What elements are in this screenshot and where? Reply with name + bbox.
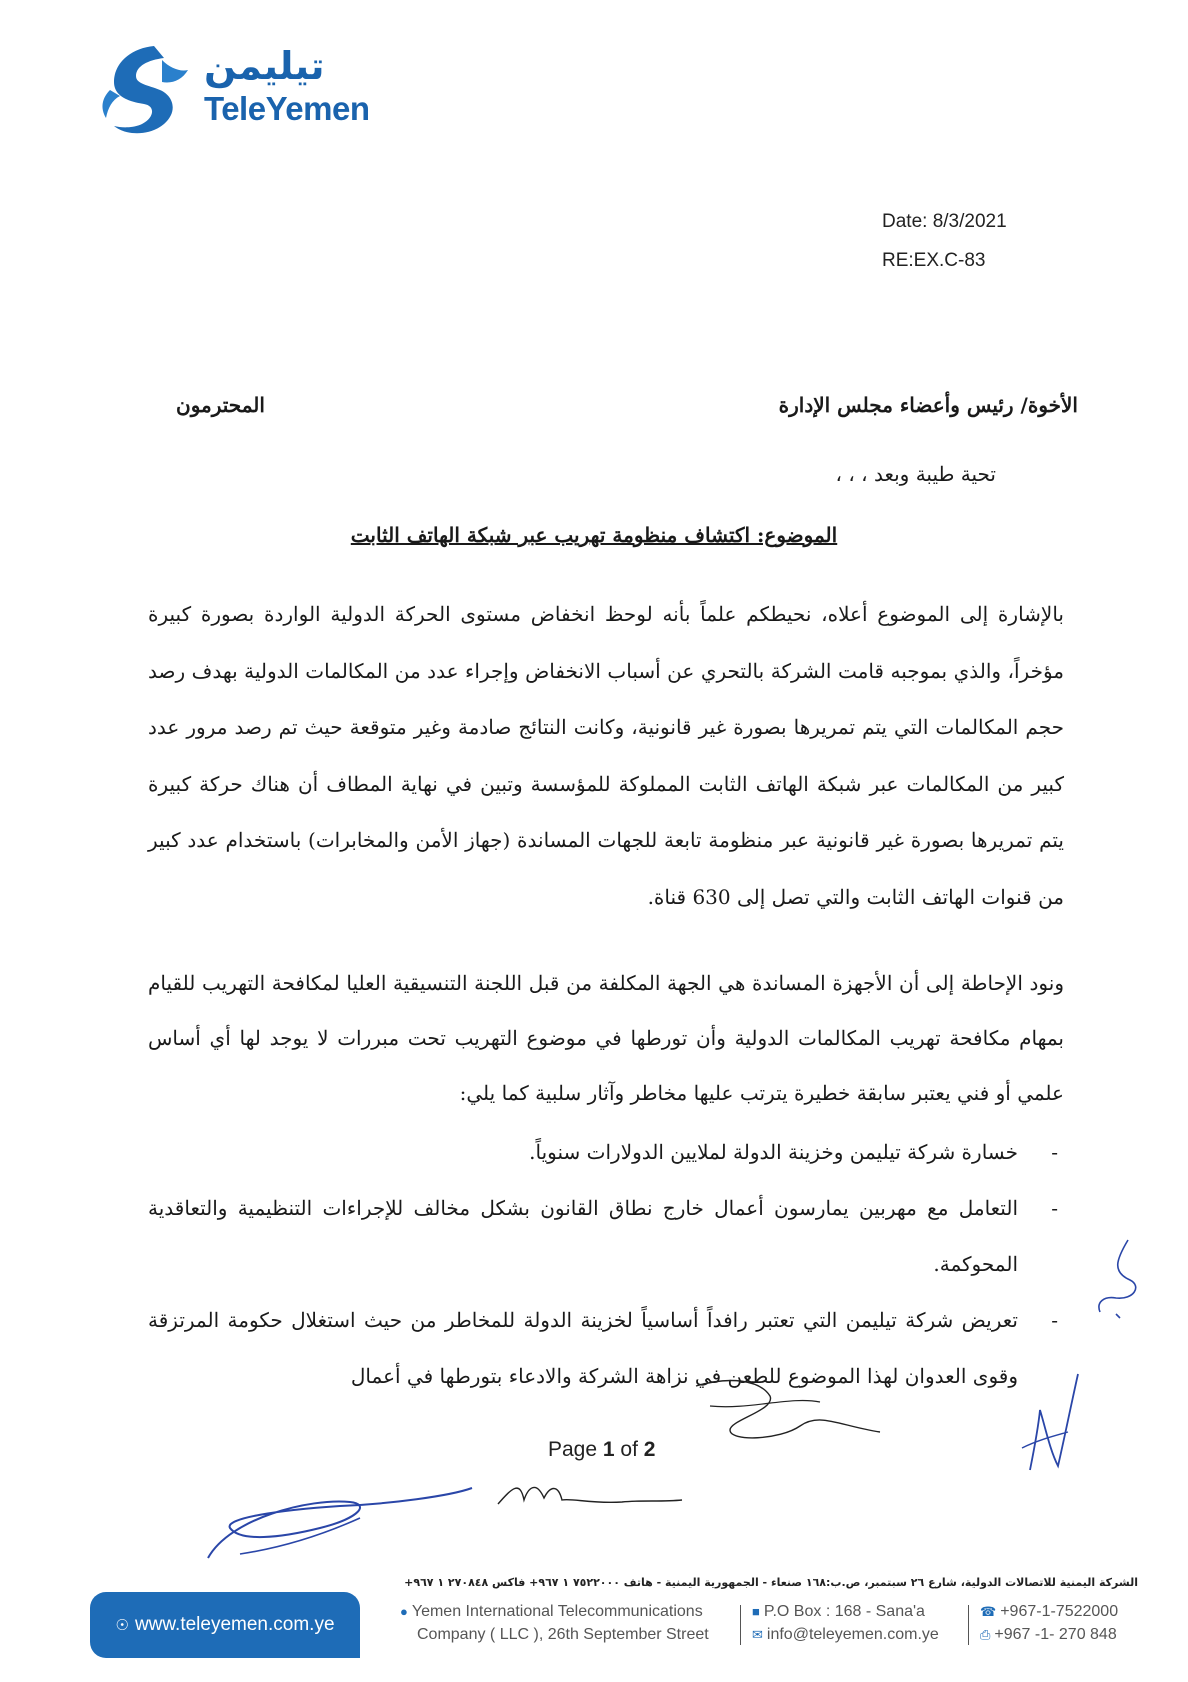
logo-english-text: TeleYemen: [204, 90, 370, 127]
letter-subject: الموضوع: اكتشاف منظومة تهريب عبر شبكة الهاتف الثابت: [350, 523, 838, 547]
phone-icon: ☎: [980, 1604, 997, 1619]
list-item-text: التعامل مع مهربين يمارسون أعمال خارج نطاق القانون بشكل مخالف للإجراءات التنظيمية والتعاقدية المحوكمة.: [148, 1196, 1018, 1276]
company-line-2: Company ( LLC ), 26th September Street: [417, 1626, 709, 1643]
bullet-dash: -: [1051, 1196, 1058, 1220]
body-paragraph-2: ونود الإحاطة إلى أن الأجهزة المساندة هي الجهة المكلفة من قبل اللجنة التنسيقية العليا لمكافحة التهريب للقيام بمهام مكافحة تهريب المكالمات الدولية وأن تورطها في موضوع التهريب تحت مبررات لا يوجد لها أي أساس علمي أو فني يعتبر سابقة خطيرة يترتب عليها مخاطر وآثار سلبية كما يلي:: [148, 971, 1064, 1105]
email-icon: ✉: [752, 1627, 763, 1642]
respected-salutation: المحترمون: [176, 393, 265, 417]
page-middle: of: [614, 1438, 644, 1461]
greeting: تحية طيبة وبعد ، ، ،: [835, 462, 996, 486]
list-item: [148, 1292, 1064, 1404]
page-current: 1: [602, 1438, 615, 1461]
globe-icon: ☉: [115, 1617, 129, 1634]
bullet-dash: -: [1051, 1308, 1058, 1332]
signature-margin-right: [1086, 1236, 1148, 1356]
addressee: الأخوة/ رئيس وأعضاء مجلس الإدارة: [778, 393, 1078, 417]
location-pin-icon: ●: [400, 1604, 408, 1619]
phone-number: +967-1-7522000: [1000, 1603, 1119, 1620]
signature-initials-bottom: [492, 1470, 692, 1520]
letter-date: Date: 8/3/2021: [882, 211, 1007, 232]
footer-divider: [740, 1605, 741, 1645]
website-text: www.teleyemen.com.ye: [134, 1614, 335, 1635]
page-prefix: Page: [548, 1438, 603, 1461]
list-item-text: تعريض شركة تيليمن التي تعتبر رافداً أساسياً لخزينة الدولة للمخاطر من حيث استغلال حكومة المرتزقة وقوى العدوان لهذا الموضوع للطعن في نزاهة الشركة والادعاء بتورطها في أعمال: [148, 1308, 1018, 1388]
mailbox-icon: ■: [752, 1604, 760, 1619]
risk-list: [148, 1125, 1064, 1404]
website-link[interactable]: [90, 1592, 360, 1658]
footer-divider: [968, 1605, 969, 1645]
footer-company: [400, 1600, 709, 1646]
fax-number: +967 -1- 270 848: [994, 1626, 1117, 1643]
footer-arabic-address: الشركة اليمنية للاتصالات الدولية، شارع ٢٦ سبتمبر، ص.ب:١٦٨ صنعاء - الجمهورية اليمنية - هاتف ٧٥٢٢٠٠٠ ١ ٩٦٧+ فاكس ٢٧٠٨٤٨ ١ ٩٦٧+: [404, 1576, 1138, 1589]
teleyemen-logo-icon: [92, 38, 192, 138]
bullet-dash: -: [1051, 1140, 1058, 1164]
letter-reference: RE:EX.C-83: [882, 250, 986, 271]
po-box: P.O Box : 168 - Sana'a: [763, 1603, 925, 1620]
signature-bottom-left: [200, 1458, 480, 1578]
email-address[interactable]: info@teleyemen.com.ye: [766, 1626, 939, 1643]
logo-arabic-text: تيليمن: [204, 44, 325, 88]
list-item: [148, 1125, 1064, 1180]
list-item-text: خسارة شركة تيليمن وخزينة الدولة لملايين الدولارات سنوياً.: [529, 1140, 1018, 1164]
page-total: 2: [643, 1438, 656, 1461]
page-number: [548, 1438, 655, 1462]
company-logo: [92, 38, 382, 138]
letter-meta: [882, 202, 1007, 280]
list-item: [148, 1180, 1064, 1292]
company-line-1: Yemen International Telecommunications: [411, 1603, 703, 1620]
footer-phones: [980, 1600, 1118, 1646]
footer-postal: [752, 1600, 939, 1646]
fax-icon: ⎙: [980, 1627, 991, 1642]
body-paragraph-1: بالإشارة إلى الموضوع أعلاه، نحيطكم علماً بأنه لوحظ انخفاض مستوى الحركة الدولية الواردة بصورة كبيرة مؤخراً، والذي بموجبه قامت الشركة بالتحري عن أسباب الانخفاض وإجراء عدد من المكالمات الدولية بهدف رصد حجم المكالمات التي يتم تمريرها بصورة غير قانونية، وكانت النتائج صادمة وغير متوقعة حيث تم رصد مرور عدد كبير من المكالمات عبر شبكة الهاتف الثابت المملوكة للمؤسسة وتبين في نهاية المطاف أن هناك حركة كبيرة يتم تمريرها بصورة غير قانونية عبر منظومة تابعة للجهات المساندة (جهاز الأمن والمخابرات) باستخدام عدد كبير من قنوات الهاتف الثابت والتي تصل إلى 630 قناة.: [148, 602, 1064, 909]
